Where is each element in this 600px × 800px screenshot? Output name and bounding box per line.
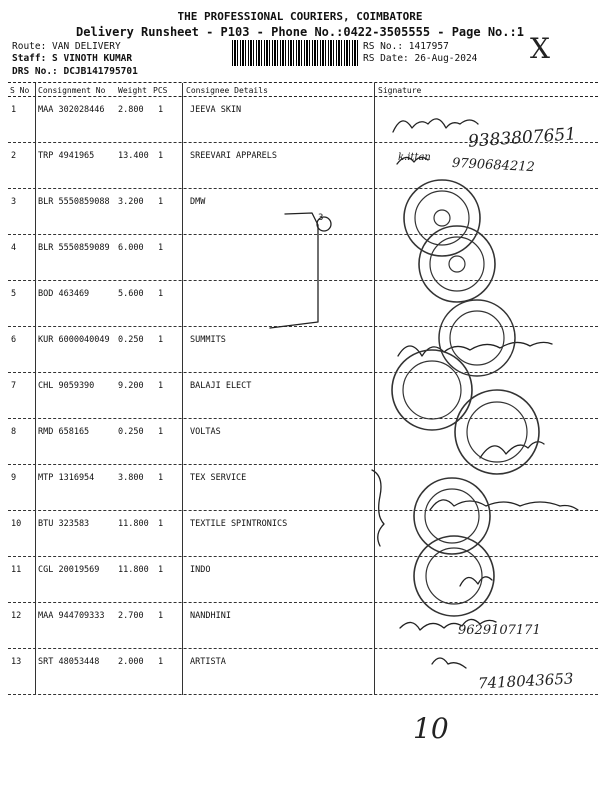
col-header-consignment: Consignment No xyxy=(38,86,106,95)
row-consignment-no: BTU 323583 xyxy=(38,519,90,529)
row-pcs: 1 xyxy=(158,657,164,667)
stamp-row4 xyxy=(419,226,495,302)
stamp-row3 xyxy=(404,180,480,256)
row-weight: 5.600 xyxy=(118,289,144,299)
bracket-mark xyxy=(270,213,318,328)
handwritten-phone-row1: 9383807651 xyxy=(467,124,577,152)
col-header-signature: Signature xyxy=(378,86,422,95)
route-label: Route: VAN DELIVERY xyxy=(12,41,121,52)
row-consignee: SUMMITS xyxy=(190,335,226,345)
row-consignment-no: CGL 20019569 xyxy=(38,565,100,575)
row-consignment-no: BLR 5550859089 xyxy=(38,243,110,253)
row-pcs: 1 xyxy=(158,243,164,253)
row-consignee: TEX SERVICE xyxy=(190,473,247,483)
row-sno: 7 xyxy=(11,381,17,391)
handwritten-name-row2: k.ittan xyxy=(398,152,431,163)
row-consignee: SREEVARI APPARELS xyxy=(190,151,277,161)
row-weight: 9.200 xyxy=(118,381,144,391)
row-consignee: ARTISTA xyxy=(190,657,226,667)
row-consignee: INDO xyxy=(190,565,211,575)
row-consignment-no: BOD 463469 xyxy=(38,289,90,299)
row-sno: 2 xyxy=(11,151,17,161)
row-sno: 6 xyxy=(11,335,17,345)
row-pcs: 1 xyxy=(158,427,164,437)
row-sno: 4 xyxy=(11,243,17,253)
handwritten-corner-mark: X xyxy=(530,32,550,65)
handwritten-total-count: 10 xyxy=(413,712,449,745)
row-consignment-no: MAA 302028446 xyxy=(38,105,105,115)
row-pcs: 1 xyxy=(158,565,164,575)
row-weight: 2.700 xyxy=(118,611,144,621)
col-header-sno: S No xyxy=(10,86,30,95)
signature-row13 xyxy=(432,658,466,668)
row-weight: 2.800 xyxy=(118,105,144,115)
row-sno: 3 xyxy=(11,197,17,207)
row-weight: 0.250 xyxy=(118,335,144,345)
col-header-weight: Weight xyxy=(118,86,147,95)
row-weight: 2.000 xyxy=(118,657,144,667)
row-weight: 11.800 xyxy=(118,565,149,575)
handwritten-phone-row12: 9629107171 xyxy=(458,623,541,638)
row-pcs: 1 xyxy=(158,335,164,345)
handwritten-circled-number: 3 xyxy=(318,213,324,223)
row-pcs: 1 xyxy=(158,105,164,115)
signature-row11 xyxy=(460,577,492,586)
stamp-row7 xyxy=(392,350,472,430)
bracket-mark xyxy=(372,470,384,546)
drs-number: DRS No.: DCJB141795701 xyxy=(12,66,138,77)
stamp-row8 xyxy=(455,390,539,474)
stamp-row6 xyxy=(439,300,515,376)
row-weight: 6.000 xyxy=(118,243,144,253)
row-consignment-no: CHL 9059390 xyxy=(38,381,95,391)
handwritten-phone-row2: 9790684212 xyxy=(451,155,536,176)
staff-label: Staff: S VINOTH KUMAR xyxy=(12,53,133,64)
signature-row9 xyxy=(430,500,578,510)
row-sno: 11 xyxy=(11,565,22,575)
signature-row6 xyxy=(398,342,552,356)
rs-date: RS Date: 26-Aug-2024 xyxy=(363,53,478,64)
row-pcs: 1 xyxy=(158,381,164,391)
row-consignee: DMW xyxy=(190,197,206,207)
signature-row1 xyxy=(393,119,478,132)
row-sno: 13 xyxy=(11,657,22,667)
company-title: THE PROFESSIONAL COURIERS, COIMBATORE xyxy=(177,10,423,23)
stamp-row11 xyxy=(414,536,494,616)
row-consignment-no: SRT 48053448 xyxy=(38,657,100,667)
row-pcs: 1 xyxy=(158,473,164,483)
row-weight: 3.800 xyxy=(118,473,144,483)
row-consignment-no: TRP 4941965 xyxy=(38,151,95,161)
row-weight: 3.200 xyxy=(118,197,144,207)
row-consignment-no: MTP 1316954 xyxy=(38,473,95,483)
row-weight: 11.800 xyxy=(118,519,149,529)
row-consignment-no: BLR 5550859088 xyxy=(38,197,110,207)
stamp-row10 xyxy=(414,478,490,554)
row-consignee: JEEVA SKIN xyxy=(190,105,242,115)
row-pcs: 1 xyxy=(158,151,164,161)
row-sno: 8 xyxy=(11,427,17,437)
row-consignment-no: RMD 658165 xyxy=(38,427,90,437)
row-consignment-no: KUR 6000040049 xyxy=(38,335,110,345)
rs-number: RS No.: 1417957 xyxy=(363,41,449,52)
row-sno: 10 xyxy=(11,519,22,529)
row-consignee: BALAJI ELECT xyxy=(190,381,252,391)
row-consignment-no: MAA 944709333 xyxy=(38,611,105,621)
row-consignee: VOLTAS xyxy=(190,427,221,437)
runsheet-subtitle: Delivery Runsheet - P103 - Phone No.:0422-3505555 - Page No.:1 xyxy=(76,25,524,39)
row-weight: 0.250 xyxy=(118,427,144,437)
handwritten-phone-row13: 7418043653 xyxy=(477,669,574,693)
row-consignee: NANDHINI xyxy=(190,611,231,621)
col-header-consignee: Consignee Details xyxy=(186,86,268,95)
row-sno: 1 xyxy=(11,105,17,115)
col-header-pcs: PCS xyxy=(153,86,168,95)
row-sno: 5 xyxy=(11,289,17,299)
row-pcs: 1 xyxy=(158,519,164,529)
row-pcs: 1 xyxy=(158,197,164,207)
row-sno: 12 xyxy=(11,611,22,621)
row-consignee: TEXTILE SPINTRONICS xyxy=(190,519,288,529)
row-pcs: 1 xyxy=(158,289,164,299)
row-sno: 9 xyxy=(11,473,17,483)
row-weight: 13.400 xyxy=(118,151,149,161)
row-pcs: 1 xyxy=(158,611,164,621)
